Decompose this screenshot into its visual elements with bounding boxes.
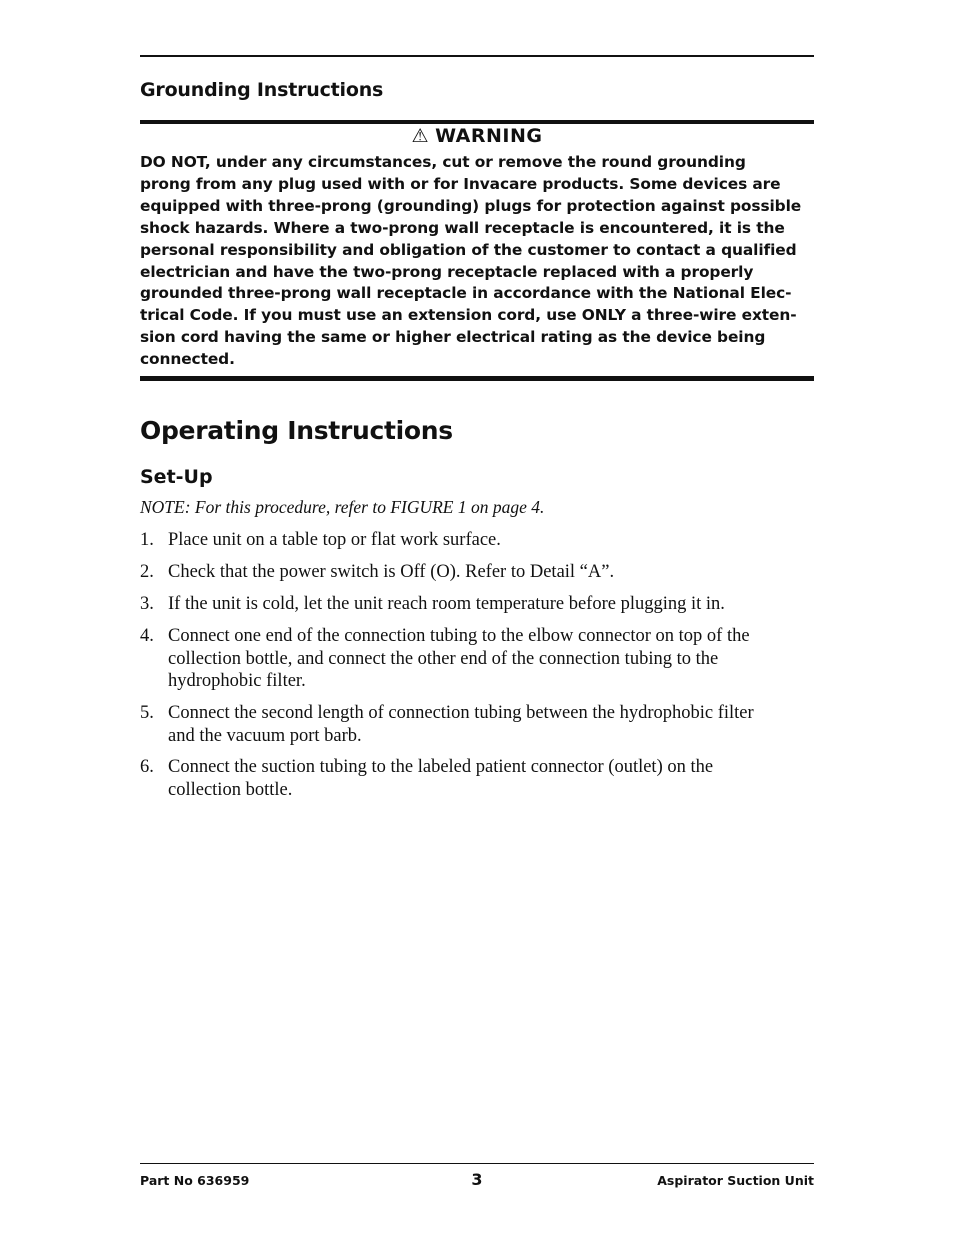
step-text: Check that the power switch is Off (O). Refer to Detail “A”. xyxy=(168,562,615,582)
step-text: collection bottle. xyxy=(168,779,293,800)
warning-line: shock hazards. Where a two-prong wall receptacle is encountered, it is the xyxy=(140,218,785,237)
step-number: 6. xyxy=(140,757,154,777)
warning-line: connected. xyxy=(140,350,235,369)
page-number: 3 xyxy=(471,1170,483,1189)
warning-line: trical Code. If you must use an extension cord, use ONLY a three-wire exten- xyxy=(140,306,797,325)
step-text: hydrophobic filter. xyxy=(168,671,306,691)
step-number: 4. xyxy=(140,626,154,646)
step-text: Connect the second length of connection tubing between the hydrophobic filter xyxy=(168,703,754,723)
step-text: collection bottle, and connect the other end of the connection tubing to the xyxy=(168,648,719,669)
step-text: Connect one end of the connection tubing to the elbow connector on top of the xyxy=(168,626,750,646)
warning-bottom-rule xyxy=(140,376,814,381)
step-number: 5. xyxy=(140,703,154,723)
subsection-heading: Set-Up xyxy=(140,466,213,488)
step-text: Connect the suction tubing to the labeled patient connector (outlet) on the xyxy=(168,757,714,777)
warning-line: equipped with three-prong (grounding) plugs for protection against possible xyxy=(140,196,802,215)
footer-rule xyxy=(140,1163,814,1164)
warning-title xyxy=(140,125,814,147)
warning-line: sion cord having the same or higher electrical rating as the device being xyxy=(140,328,766,347)
warning-line: electrician and have the two-prong receptacle replaced with a properly xyxy=(140,262,754,281)
warning-text xyxy=(140,152,814,371)
page-title: Operating Instructions xyxy=(140,416,453,445)
top-rule xyxy=(140,55,814,57)
warning-label: WARNING xyxy=(435,125,543,147)
footer-product-name: Aspirator Suction Unit xyxy=(657,1173,814,1188)
warning-line: DO NOT, under any circumstances, cut or remove the round grounding xyxy=(140,153,746,171)
section-heading: Grounding Instructions xyxy=(140,79,384,101)
step-text: and the vacuum port barb. xyxy=(168,725,362,746)
step-number: 2. xyxy=(140,562,154,582)
warning-triangle-icon: ⚠ xyxy=(411,125,430,147)
step-text: If the unit is cold, let the unit reach room temperature before plugging it in. xyxy=(168,594,725,614)
warning-line: personal responsibility and obligation of the customer to contact a qualified xyxy=(140,240,797,259)
warning-line: grounded three-prong wall receptacle in accordance with the National Elec- xyxy=(140,284,792,303)
footer-part-number: Part No 636959 xyxy=(140,1173,250,1188)
step-number: 1. xyxy=(140,530,154,550)
step-text: Place unit on a table top or flat work surface. xyxy=(168,530,501,550)
procedure-note: NOTE: For this procedure, refer to FIGURE 1 on page 4. xyxy=(140,497,545,517)
warning-top-rule xyxy=(140,120,814,124)
warning-line: prong from any plug used with or for Invacare products. Some devices are xyxy=(140,174,781,193)
step-number: 3. xyxy=(140,594,154,614)
